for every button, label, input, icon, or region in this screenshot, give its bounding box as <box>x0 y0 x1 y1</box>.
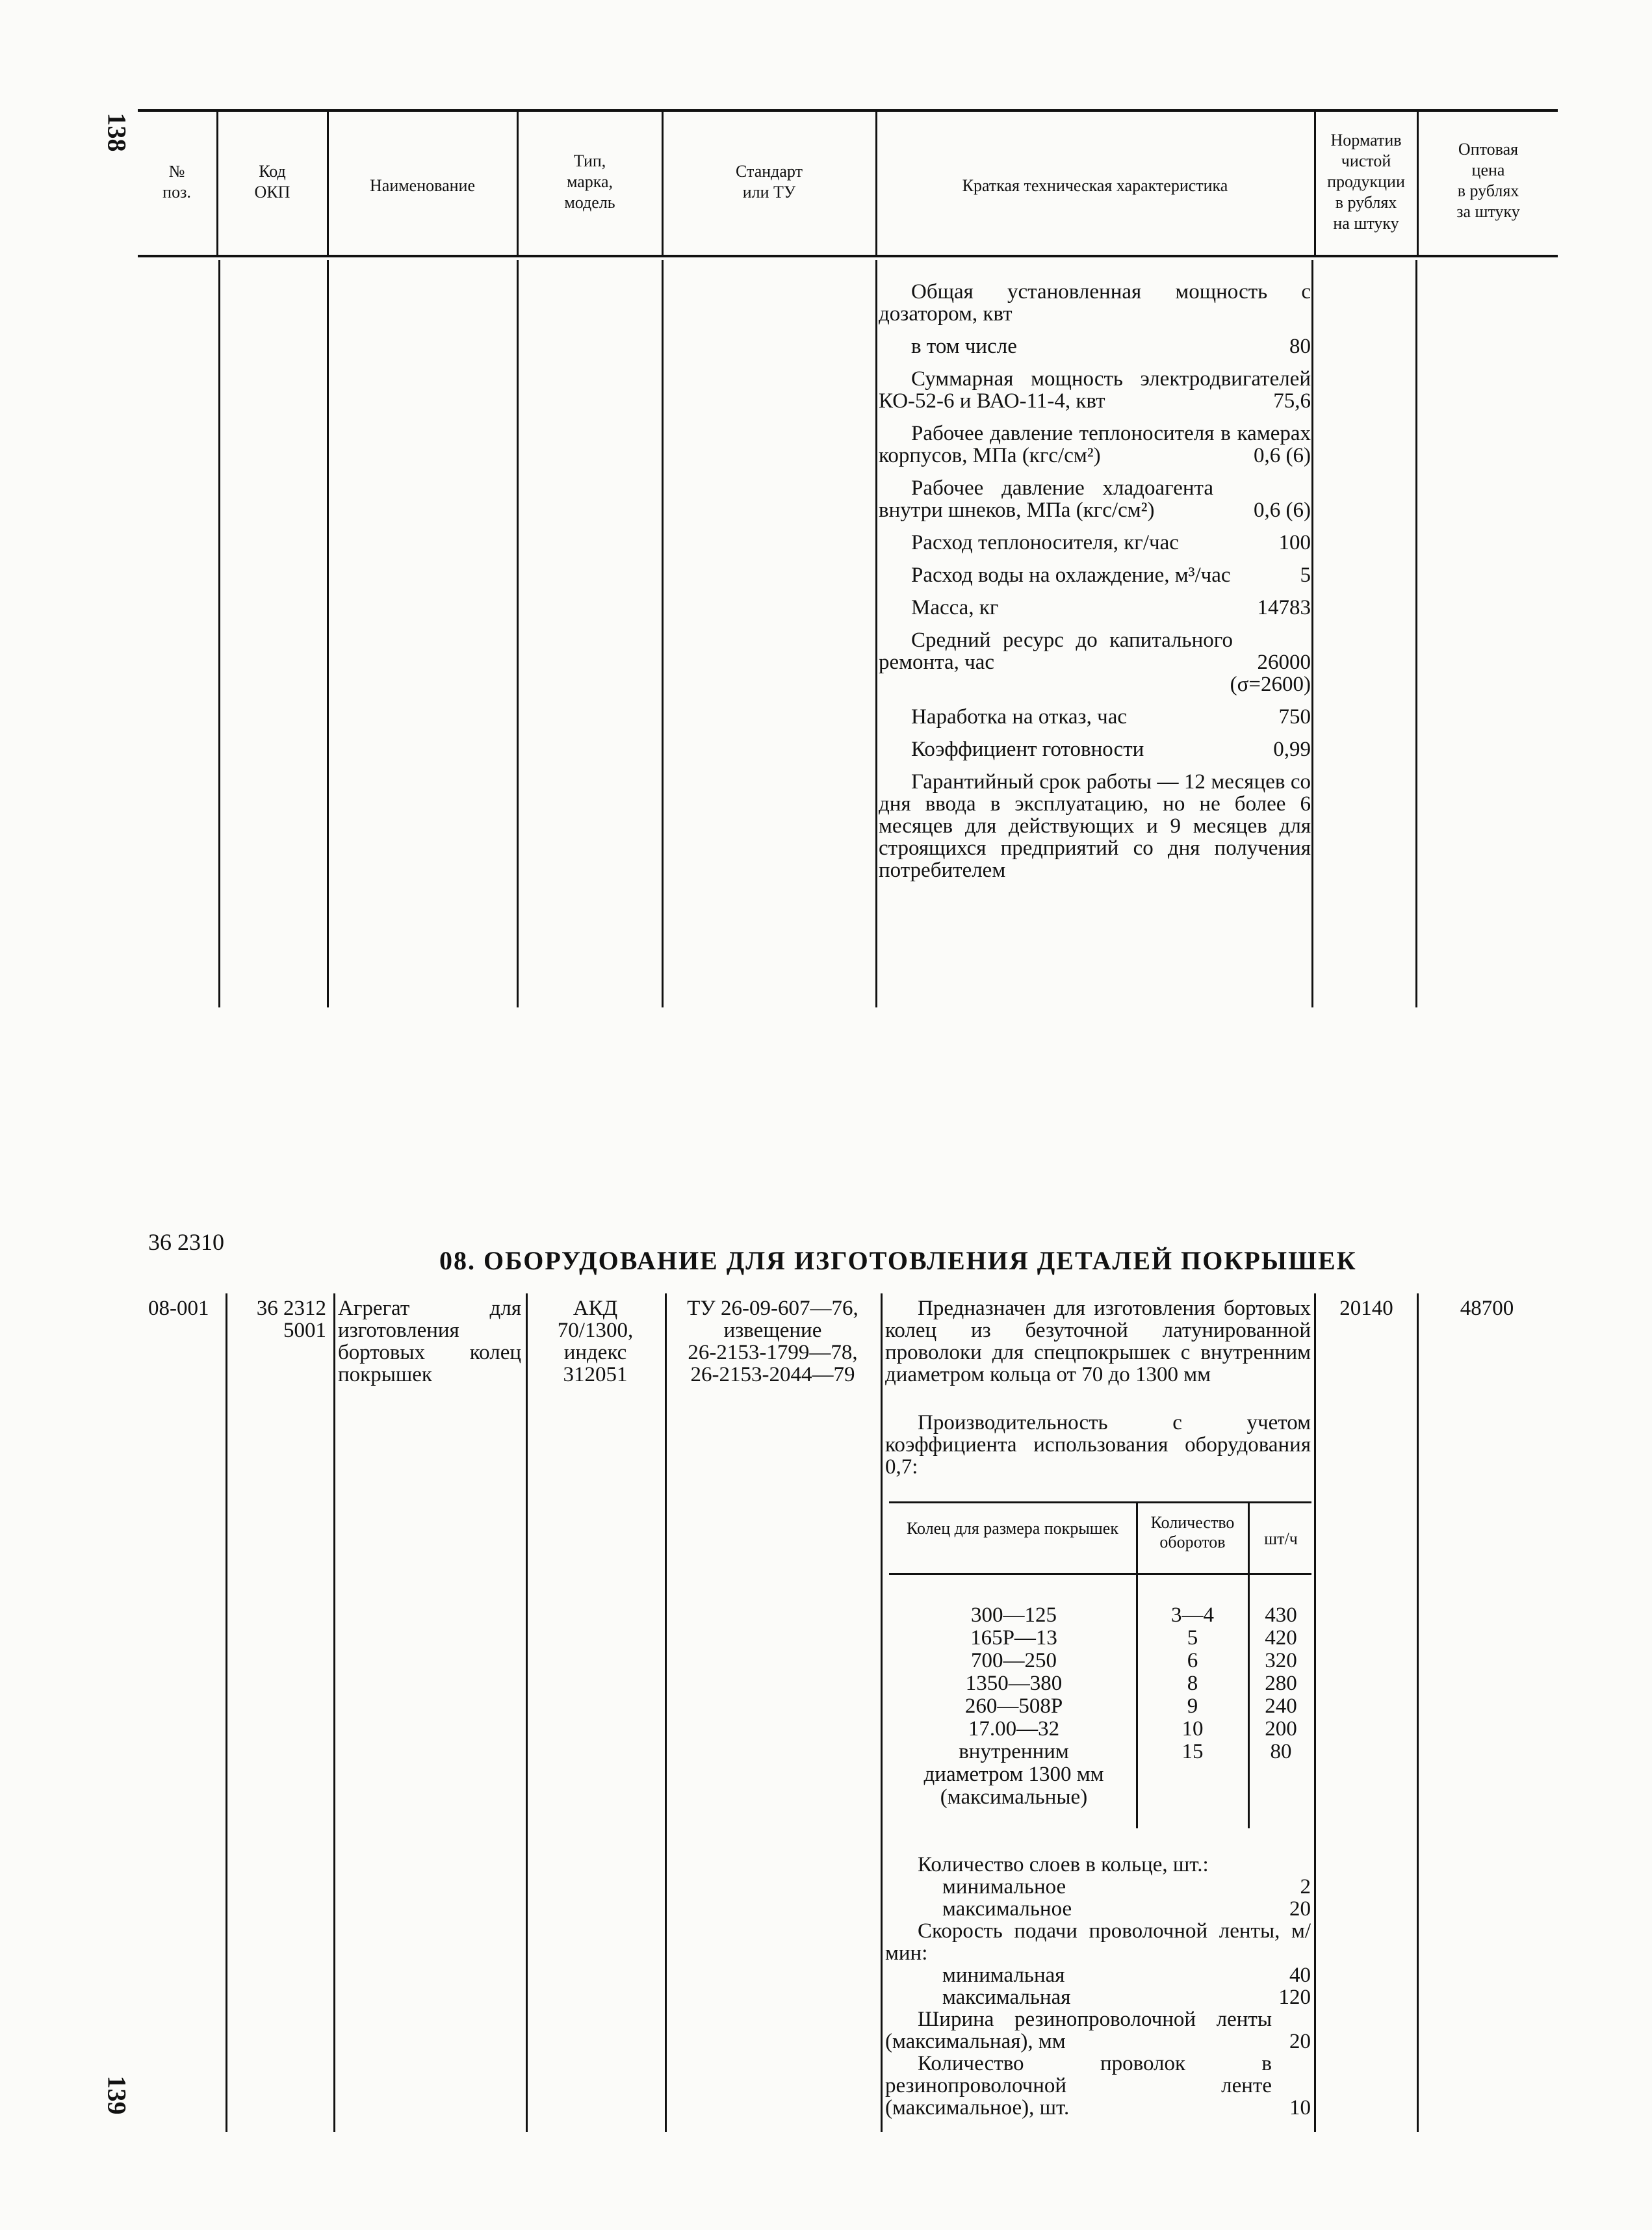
header-normative: Норматив чистой продукции в рублях на штуку <box>1327 131 1405 233</box>
char-line: Рабочее давление теплоносителя в камерах корпусов, МПа (кгс/см²) 0,6 (6) <box>879 422 1311 467</box>
page-number-top: 138 <box>102 112 132 152</box>
speed-label: Скорость подачи проволочной ленты, м/мин: <box>885 1919 1311 1965</box>
column-rule <box>881 1293 883 2132</box>
subtable-header-sizes: Колец для размера покрышек <box>907 1519 1118 1538</box>
subtable-size: 300—125 <box>971 1603 1057 1627</box>
item-productivity: Производительность с учетом коэффициента использования оборудования 0,7: <box>885 1411 1311 1479</box>
char-line: в том числе 80 <box>911 335 1311 358</box>
item-normative: 20140 <box>1339 1297 1393 1320</box>
column-rule <box>218 260 220 1007</box>
column-rule <box>226 1293 227 2132</box>
subtable-turns: 3—4 <box>1171 1603 1214 1627</box>
subtable-turns: 5 <box>1187 1626 1198 1650</box>
column-rule <box>333 1293 335 2132</box>
subtable-turns: 6 <box>1187 1649 1198 1672</box>
layers-max-row: максимальное 20 <box>942 1897 1311 1921</box>
wires-row: Количество проволок в резинопроволочной ленте (максимальное), шт. 10 <box>885 2052 1311 2120</box>
header-standard: Стандарт или ТУ <box>736 162 803 201</box>
header-type: Тип, марка, модель <box>564 151 615 212</box>
subtable-size: внутренним диаметром 1300 мм (максимальные) <box>923 1740 1104 1809</box>
item-pos: 08-001 <box>148 1297 209 1320</box>
char-line: Расход теплоносителя, кг/час 100 <box>911 531 1311 554</box>
page-number-bottom: 139 <box>102 2075 132 2115</box>
subtable-rate: 420 <box>1265 1626 1297 1650</box>
subtable-rate: 280 <box>1265 1672 1297 1695</box>
speed-min-row: минимальная 40 <box>942 1964 1311 1987</box>
header-bottom-rule <box>138 255 1558 257</box>
subtable-turns: 10 <box>1181 1717 1204 1741</box>
subtable-turns: 9 <box>1187 1694 1198 1718</box>
subtable-header-rate: шт/ч <box>1264 1529 1298 1548</box>
column-rule <box>665 1293 667 2132</box>
subtable-turns: 8 <box>1187 1672 1198 1695</box>
item-name: Агрегат для изготовления бортовых колец покрышек <box>338 1297 521 1386</box>
column-rule <box>526 1293 528 2132</box>
char-line: Средний ресурс до капитального ремонта, час 26000 (σ=2600) <box>879 629 1311 696</box>
column-rule <box>1417 1293 1419 2132</box>
continued-characteristics <box>879 281 1311 892</box>
subtable-size: 165Р—13 <box>970 1626 1057 1650</box>
item-type: АКД 70/1300, индекс 312051 <box>557 1297 634 1386</box>
char-line: Гарантийный срок работы — 12 месяцев со дня ввода в эксплуатацию, но не более 6 месяцев для действующих и 9 месяцев для строящихся предприятий со дня получения потребителем <box>879 770 1311 882</box>
char-line: Общая установленная мощность с дозатором, квт <box>879 280 1311 326</box>
header-name: Наименование <box>370 176 475 195</box>
subtable-rate: 200 <box>1265 1717 1297 1741</box>
subtable-divider <box>1136 1503 1138 1828</box>
subtable-rate: 80 <box>1270 1740 1292 1763</box>
char-line: Масса, кг 14783 <box>911 596 1311 619</box>
column-rule <box>1311 260 1313 1007</box>
layers-label: Количество слоев в кольце, шт.: <box>918 1853 1209 1876</box>
header-pos: № поз. <box>162 162 191 201</box>
char-line: Суммарная мощность электродвигателей КО-52-6 и ВАО-11-4, квт 75,6 <box>879 367 1311 413</box>
column-rule <box>517 260 519 1007</box>
header-okp: Код ОКП <box>254 162 290 201</box>
subtable-size: 17.00—32 <box>968 1717 1060 1741</box>
subtable-rate: 320 <box>1265 1649 1297 1672</box>
char-line: Коэффициент готовности 0,99 <box>911 738 1311 761</box>
header-characteristics: Краткая техническая характеристика <box>962 176 1228 195</box>
char-line: Рабочее давление хладоагента внутри шнеков, МПа (кгс/см²) 0,6 (6) <box>879 476 1311 522</box>
item-okp-1: 36 2312 <box>256 1297 326 1320</box>
subtable-rate: 430 <box>1265 1603 1297 1627</box>
item-price: 48700 <box>1460 1297 1514 1320</box>
char-line: Расход воды на охлаждение, м³/час 5 <box>911 564 1311 587</box>
section-code: 36 2310 <box>148 1229 224 1255</box>
char-line: Наработка на отказ, час 750 <box>911 705 1311 729</box>
subtable-size: 700—250 <box>971 1649 1057 1672</box>
header-price: Оптовая цена в рублях за штуку <box>1456 140 1520 221</box>
subtable-divider <box>1248 1503 1250 1828</box>
section-title: 08. ОБОРУДОВАНИЕ ДЛЯ ИЗГОТОВЛЕНИЯ ДЕТАЛЕЙ ПОКРЫШЕК <box>439 1246 1357 1275</box>
layers-min-row: минимальное 2 <box>942 1875 1311 1899</box>
column-rule <box>1314 1293 1316 2132</box>
subtable-size: 1350—380 <box>965 1672 1063 1695</box>
speed-max-row: максимальная 120 <box>942 1986 1311 2009</box>
width-row: Ширина резинопроволочной ленты (максимальная), мм 20 <box>885 2008 1311 2053</box>
subtable-rate: 240 <box>1265 1694 1297 1718</box>
column-rule <box>327 260 329 1007</box>
column-rule <box>662 260 664 1007</box>
column-rule <box>1415 260 1417 1007</box>
header-top-rule <box>138 109 1558 112</box>
subtable-size: 260—508Р <box>964 1694 1063 1718</box>
item-okp-2: 5001 <box>283 1319 326 1342</box>
subtable-turns: 15 <box>1181 1740 1204 1763</box>
column-rule <box>875 260 877 1007</box>
item-standard: ТУ 26-09-607—76, извещение 26-2153-1799—78, 26-2153-2044—79 <box>687 1297 858 1386</box>
item-description: Предназначен для изготовления бортовых колец из безуточной латунированной проволоки для спецпокрышек с внутренним диаметром кольца от 70 до 1300 мм <box>885 1297 1311 1386</box>
subtable-header-turns: Количество оборотов <box>1150 1513 1235 1551</box>
